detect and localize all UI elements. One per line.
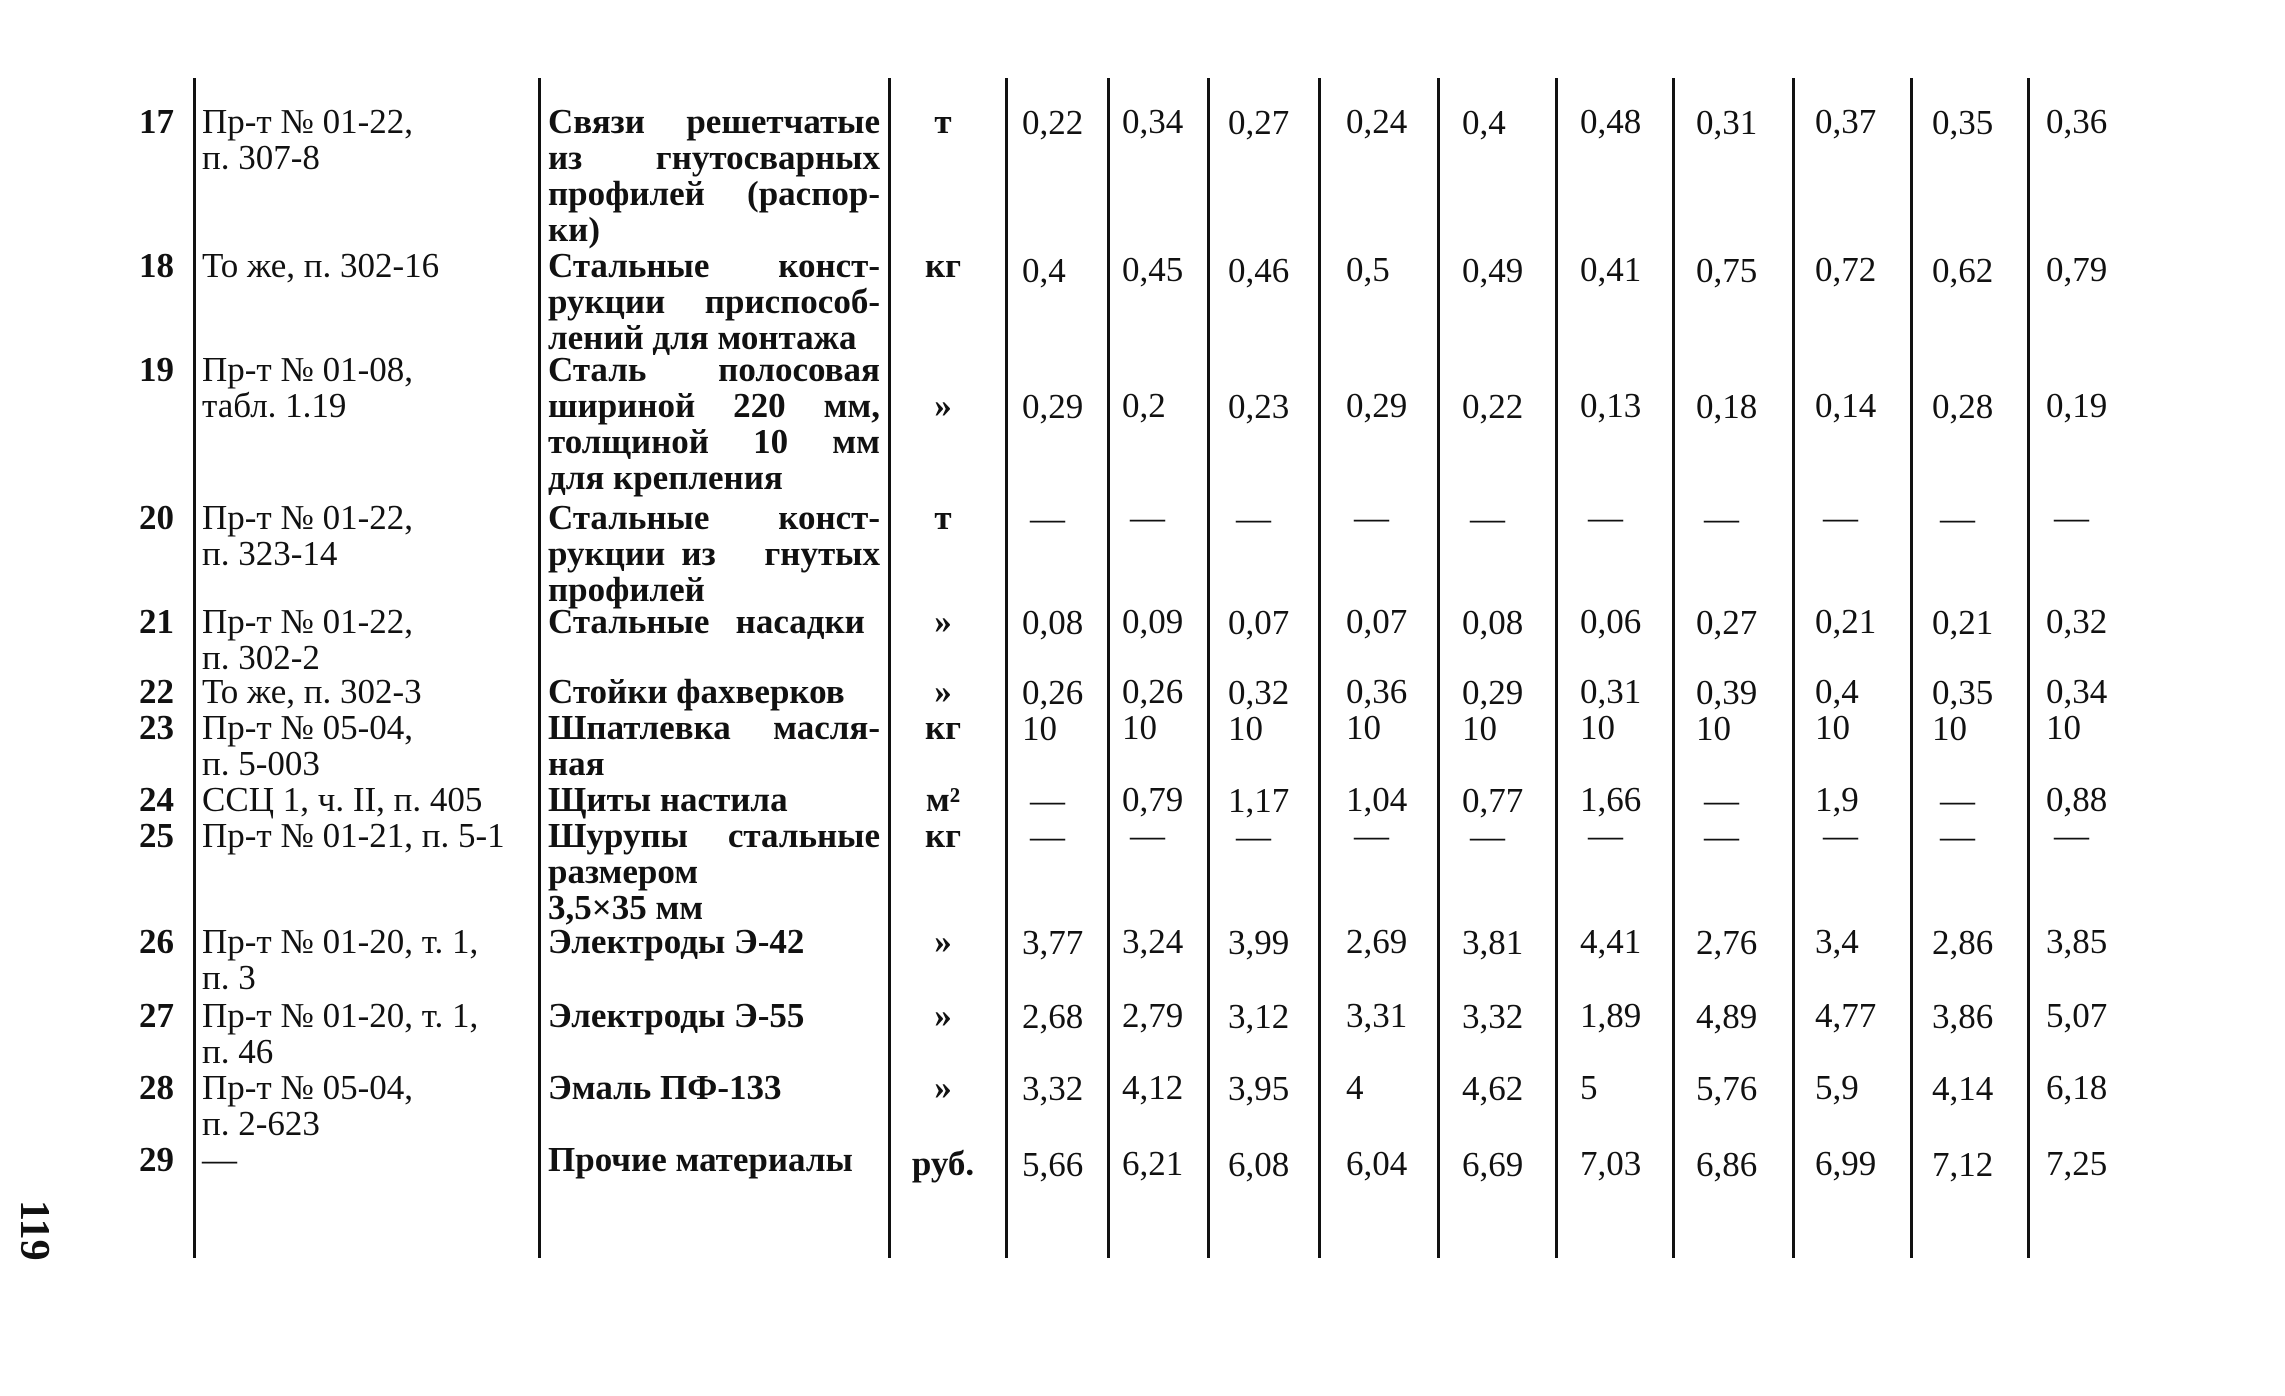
description-line: для крепления [548, 458, 783, 497]
value-cell: 4,41 [1580, 922, 1642, 961]
value-cell: 0,41 [1580, 250, 1642, 289]
reference-line: Пр-т № 01-22, [202, 498, 414, 537]
value-cell: 3,12 [1228, 997, 1290, 1036]
reference-line: Пр-т № 05-04, [202, 1068, 414, 1107]
row-number: 27 [139, 996, 174, 1035]
value-cell: 0,22 [1462, 387, 1524, 426]
reference-line: Пр-т № 01-22, [202, 602, 414, 641]
value-cell: 0,39 [1696, 673, 1758, 712]
description-line: Стойки фахверков [548, 672, 845, 711]
reference-line: Пр-т № 05-04, [202, 708, 414, 747]
value-cell: 3,81 [1462, 923, 1524, 962]
value-cell: — [1823, 816, 1858, 855]
value-cell: 6,18 [2046, 1068, 2108, 1107]
value-cell: — [1470, 499, 1505, 538]
unit-cell: » [934, 996, 952, 1035]
value-cell: 0,06 [1580, 602, 1642, 641]
description-line: профилей (распор- [548, 174, 880, 213]
value-cell: 2,76 [1696, 923, 1758, 962]
value-cell: 1,89 [1580, 996, 1642, 1035]
value-cell: 3,4 [1815, 922, 1859, 961]
description-line: 3,5×35 мм [548, 888, 704, 927]
unit-cell: » [934, 602, 952, 641]
value-cell: 3,32 [1022, 1069, 1084, 1108]
value-cell: 0,62 [1932, 251, 1994, 290]
row-number: 20 [139, 498, 174, 537]
value-cell: 0,26 [1122, 672, 1184, 711]
value-cell: — [1704, 817, 1739, 856]
reference-line: Пр-т № 01-22, [202, 102, 414, 141]
reference-line: То же, п. 302-16 [202, 246, 440, 285]
value-cell: 0,26 [1022, 673, 1084, 712]
value-cell: 0,46 [1228, 251, 1290, 290]
value-cell: 3,77 [1022, 923, 1084, 962]
value-cell: — [1030, 817, 1065, 856]
column-rule [1318, 78, 1321, 1258]
reference-line: п. 307-8 [202, 138, 320, 177]
row-number: 25 [139, 816, 174, 855]
value-cell: 0,29 [1346, 386, 1408, 425]
unit-cell: » [934, 672, 952, 711]
value-cell: — [1940, 781, 1975, 820]
description-line: лений для монтажа [548, 318, 857, 357]
description-line: Шпатлевка масля- [548, 708, 880, 747]
value-cell: 7,03 [1580, 1144, 1642, 1183]
value-cell: 2,86 [1932, 923, 1994, 962]
value-cell: — [1588, 816, 1623, 855]
value-cell: 3,86 [1932, 997, 1994, 1036]
value-cell: 0,21 [1815, 602, 1877, 641]
column-rule [1207, 78, 1210, 1258]
value-cell: 10 [1580, 708, 1615, 747]
value-cell: 0,29 [1022, 387, 1084, 426]
value-cell: 0,19 [2046, 386, 2108, 425]
description-line: толщиной 10 мм [548, 422, 880, 461]
reference-line: п. 3 [202, 958, 256, 997]
value-cell: 0,34 [1122, 102, 1184, 141]
reference-line: ССЦ 1, ч. II, п. 405 [202, 780, 483, 819]
column-rule [1910, 78, 1913, 1258]
reference-line: табл. 1.19 [202, 386, 347, 425]
value-cell: 0,79 [1122, 780, 1184, 819]
value-cell: — [1704, 781, 1739, 820]
value-cell: 10 [1022, 709, 1057, 748]
value-cell: 1,04 [1346, 780, 1408, 819]
value-cell: 6,08 [1228, 1145, 1290, 1184]
value-cell: 4,77 [1815, 996, 1877, 1035]
value-cell: 0,21 [1932, 603, 1994, 642]
unit-cell: » [934, 922, 952, 961]
value-cell: — [1823, 498, 1858, 537]
row-number: 24 [139, 780, 174, 819]
row-number: 28 [139, 1068, 174, 1107]
unit-cell: кг [924, 708, 962, 747]
description-line: шириной 220 мм, [548, 386, 880, 425]
value-cell: — [1030, 781, 1065, 820]
description-line: ная [548, 744, 605, 783]
description-line: Эмаль ПФ-133 [548, 1068, 782, 1107]
description-line: Связи решетчатые [548, 102, 880, 141]
value-cell: 10 [1932, 709, 1967, 748]
row-number: 29 [139, 1140, 174, 1179]
value-cell: 10 [1122, 708, 1157, 747]
value-cell: 0,79 [2046, 250, 2108, 289]
value-cell: 5,9 [1815, 1068, 1859, 1107]
value-cell: 1,66 [1580, 780, 1642, 819]
value-cell: 3,24 [1122, 922, 1184, 961]
description-line: Стальные насадки [548, 602, 865, 641]
value-cell: — [1030, 499, 1065, 538]
value-cell: 0,32 [2046, 602, 2108, 641]
value-cell: 0,49 [1462, 251, 1524, 290]
value-cell: 4,62 [1462, 1069, 1524, 1108]
reference-line: Пр-т № 01-21, п. 5-1 [202, 816, 505, 855]
value-cell: 0,28 [1932, 387, 1994, 426]
description-line: из гнутосварных [548, 138, 880, 177]
value-cell: 6,04 [1346, 1144, 1408, 1183]
column-rule [888, 78, 891, 1258]
description-line: профилей [548, 570, 705, 609]
description-line: рукции приспособ- [548, 282, 880, 321]
value-cell: — [2054, 816, 2089, 855]
row-number: 21 [139, 602, 174, 641]
row-number: 26 [139, 922, 174, 961]
value-cell: 0,27 [1696, 603, 1758, 642]
description-line: Сталь полосовая [548, 350, 880, 389]
unit-cell: » [934, 386, 952, 425]
value-cell: 6,86 [1696, 1145, 1758, 1184]
value-cell: 7,25 [2046, 1144, 2108, 1183]
reference-line: То же, п. 302-3 [202, 672, 422, 711]
value-cell: 10 [1815, 708, 1850, 747]
value-cell: 0,35 [1932, 103, 1994, 142]
column-rule [193, 78, 196, 1258]
column-rule [2027, 78, 2030, 1258]
value-cell: — [1130, 498, 1165, 537]
column-rule [1005, 78, 1008, 1258]
reference-line: — [202, 1140, 237, 1179]
value-cell: 0,18 [1696, 387, 1758, 426]
value-cell: 0,09 [1122, 602, 1184, 641]
value-cell: 0,08 [1022, 603, 1084, 642]
value-cell: 0,4 [1462, 103, 1506, 142]
value-cell: 5 [1580, 1068, 1598, 1107]
row-number: 19 [139, 350, 174, 389]
reference-line: п. 2-623 [202, 1104, 320, 1143]
unit-cell: м² [925, 780, 961, 819]
value-cell: 0,35 [1932, 673, 1994, 712]
value-cell: 10 [1696, 709, 1731, 748]
description-line: Стальные конст- [548, 246, 880, 285]
value-cell: 2,79 [1122, 996, 1184, 1035]
value-cell: 0,45 [1122, 250, 1184, 289]
value-cell: 0,14 [1815, 386, 1877, 425]
value-cell: — [1704, 499, 1739, 538]
reference-line: п. 323-14 [202, 534, 338, 573]
value-cell: — [1236, 817, 1271, 856]
reference-line: Пр-т № 01-08, [202, 350, 414, 389]
description-line: Электроды Э-55 [548, 996, 805, 1035]
value-cell: 0,37 [1815, 102, 1877, 141]
column-rule [1107, 78, 1110, 1258]
value-cell: 3,31 [1346, 996, 1408, 1035]
unit-cell: кг [924, 246, 962, 285]
reference-line: п. 5-003 [202, 744, 320, 783]
value-cell: 3,99 [1228, 923, 1290, 962]
value-cell: 6,99 [1815, 1144, 1877, 1183]
description-line: размером [548, 852, 699, 891]
value-cell: 10 [1346, 708, 1381, 747]
value-cell: 6,21 [1122, 1144, 1184, 1183]
value-cell: 5,76 [1696, 1069, 1758, 1108]
value-cell: 0,75 [1696, 251, 1758, 290]
value-cell: 0,72 [1815, 250, 1877, 289]
reference-line: Пр-т № 01-20, т. 1, [202, 996, 479, 1035]
value-cell: 2,69 [1346, 922, 1408, 961]
value-cell: 7,12 [1932, 1145, 1994, 1184]
row-number: 22 [139, 672, 174, 711]
description-line: ки) [548, 210, 600, 249]
description-line: Стальные конст- [548, 498, 880, 537]
value-cell: — [1130, 816, 1165, 855]
column-rule [1672, 78, 1675, 1258]
value-cell: 5,07 [2046, 996, 2108, 1035]
description-line: Электроды Э-42 [548, 922, 805, 961]
value-cell: 3,95 [1228, 1069, 1290, 1108]
reference-line: п. 46 [202, 1032, 274, 1071]
value-cell: 0,31 [1696, 103, 1758, 142]
value-cell: 0,2 [1122, 386, 1166, 425]
value-cell: 0,36 [2046, 102, 2108, 141]
value-cell: 10 [1462, 709, 1497, 748]
value-cell: 4,89 [1696, 997, 1758, 1036]
row-number: 17 [139, 102, 174, 141]
value-cell: 2,68 [1022, 997, 1084, 1036]
column-rule [1792, 78, 1795, 1258]
value-cell: 0,4 [1022, 251, 1066, 290]
value-cell: 1,9 [1815, 780, 1859, 819]
value-cell: — [1588, 498, 1623, 537]
value-cell: — [1940, 817, 1975, 856]
value-cell: 0,88 [2046, 780, 2108, 819]
value-cell: 4,14 [1932, 1069, 1994, 1108]
row-number: 18 [139, 246, 174, 285]
column-rule [1437, 78, 1440, 1258]
value-cell: 0,34 [2046, 672, 2108, 711]
unit-cell: кг [924, 816, 962, 855]
value-cell: 10 [1228, 709, 1263, 748]
unit-cell: » [934, 1068, 952, 1107]
value-cell: — [1940, 499, 1975, 538]
value-cell: 0,07 [1346, 602, 1408, 641]
value-cell: 0,08 [1462, 603, 1524, 642]
value-cell: — [2054, 498, 2089, 537]
value-cell: — [1354, 816, 1389, 855]
value-cell: 0,32 [1228, 673, 1290, 712]
reference-line: Пр-т № 01-20, т. 1, [202, 922, 479, 961]
value-cell: 3,32 [1462, 997, 1524, 1036]
description-line: рукции из гнутых [548, 534, 880, 573]
value-cell: — [1354, 498, 1389, 537]
value-cell: 0,48 [1580, 102, 1642, 141]
unit-cell: т [934, 102, 952, 141]
value-cell: 0,29 [1462, 673, 1524, 712]
value-cell: 1,17 [1228, 781, 1290, 820]
reference-line: п. 302-2 [202, 638, 320, 677]
description-line: Щиты настила [548, 780, 788, 819]
value-cell: 0,23 [1228, 387, 1290, 426]
page-number: 119 [11, 1200, 57, 1261]
value-cell: 5,66 [1022, 1145, 1084, 1184]
value-cell: 10 [2046, 708, 2081, 747]
value-cell: 0,5 [1346, 250, 1390, 289]
value-cell: 0,22 [1022, 103, 1084, 142]
value-cell: — [1236, 499, 1271, 538]
value-cell: 3,85 [2046, 922, 2108, 961]
value-cell: 6,69 [1462, 1145, 1524, 1184]
unit-cell: руб. [911, 1144, 975, 1183]
value-cell: 0,4 [1815, 672, 1859, 711]
value-cell: 0,31 [1580, 672, 1642, 711]
value-cell: 0,77 [1462, 781, 1524, 820]
unit-cell: т [934, 498, 952, 537]
value-cell: 0,27 [1228, 103, 1290, 142]
description-line: Прочие материалы [548, 1140, 853, 1179]
value-cell: 0,24 [1346, 102, 1408, 141]
value-cell: 0,36 [1346, 672, 1408, 711]
value-cell: 0,13 [1580, 386, 1642, 425]
column-rule [1555, 78, 1558, 1258]
value-cell: 4 [1346, 1068, 1364, 1107]
description-line: Шурупы стальные [548, 816, 880, 855]
value-cell: 0,07 [1228, 603, 1290, 642]
value-cell: — [1470, 817, 1505, 856]
row-number: 23 [139, 708, 174, 747]
value-cell: 4,12 [1122, 1068, 1184, 1107]
